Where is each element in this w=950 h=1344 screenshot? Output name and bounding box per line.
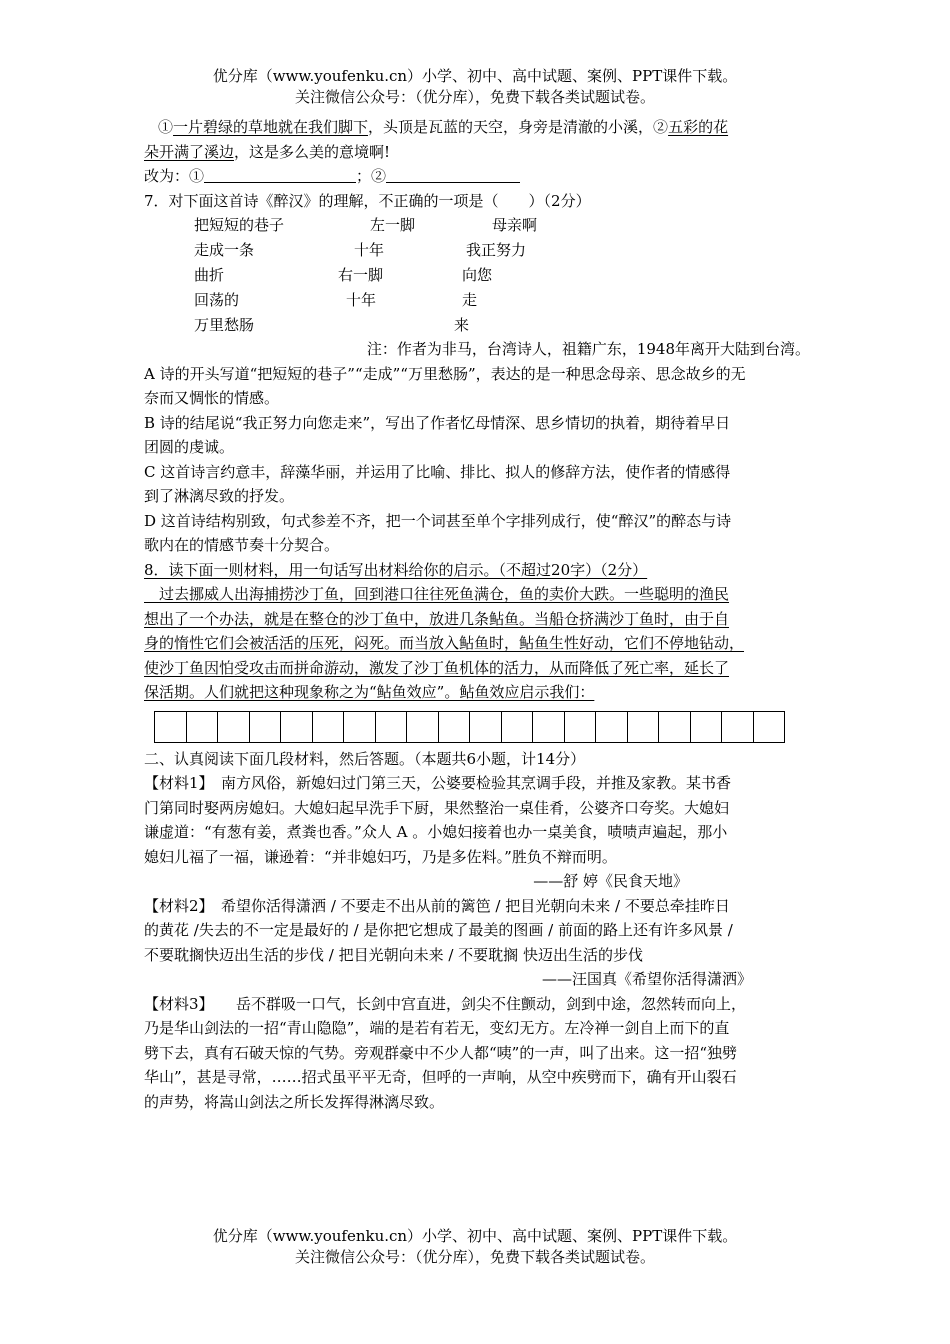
material-1-line: 媳妇儿福了一福，谦逊着：“并非媳妇巧，乃是多佐料。”胜负不辩而明。 [144,847,617,866]
poem-line: 回荡的 [194,291,240,309]
q6-answer-blank-2[interactable] [386,164,520,183]
poem-line: 走 [462,291,478,309]
q7-stem: 7．对下面这首诗《醉汉》的理解，不正确的一项是（ ）（2分） [144,191,591,210]
answer-grid-cell[interactable] [502,711,534,743]
answer-grid-cell[interactable] [250,711,282,743]
q8-material-line: 使沙丁鱼因怕受攻击而拼命游动，激发了沙丁鱼机体的活力，从而降低了死亡率，延长了 [144,658,730,677]
material-2-line: 【材料2】 希望你活得潇洒 / 不要走不出从前的篱笆 / 把目光朝向未来 / 不要总牵挂昨日 [144,896,730,915]
poem-line: 十年 [346,291,377,309]
poem-line: 向您 [462,266,493,284]
q6-underline-2a: 五彩的花 [668,118,729,136]
q7-poem [144,213,810,337]
poem-line: 我正努力 [466,241,527,259]
q8-answer-grid[interactable] [154,711,785,743]
exam-content: ①一片碧绿的草地就在我们脚下，头顶是瓦蓝的天空，身旁是清澈的小溪，②五彩的花 朵开满了溪边，这是多么美的意境啊! 改为：① ；② 7．对下面这首诗《醉汉》的理解，不正确的一项是（ ）（2分） 把短短的巷子 走成一条 曲折 回荡的 万里愁肠 左一脚 十年 右一脚 十年 母亲啊 我正努力 向您 走 来 注：作者为非马，台湾诗人，祖籍广东，1948年离开大陆到台湾。 A 诗的开头写道“把短短的巷子”“走成”“万里愁肠”，表达的是一种思念母亲、思念故乡的无 奈而又惆怅的情感。 B 诗的结尾说“我正努力向您走来”，写出了作者忆母情深、思乡情切的执着，期待着早日 团圆的虔诚。 C 这首诗言约意丰，辞藻华丽，并运用了比喻、排比、拟人的修辞方法，使作者的情感得 到了淋漓尽致的抒发。 D 这首诗结构别致，句式参差不齐，把一个词甚至单个字排列成行，使“醉汉”的醉态与诗 歌内在的情感节奏十分契合。 8．读下面一则材料，用一句话写出材料给你的启示。（不超过20字）（2分） 过去挪威人出海捕捞沙丁鱼，回到港口往往死鱼满仓，鱼的卖价大跌。一些聪明的渔民 想出了一个办法，就是在整仓的沙丁鱼中，放进几条鲇鱼。当船仓挤满沙丁鱼时，由于自 身的惰性它们会被活活的压死，闷死。而当放入鲇鱼时，鲇鱼生性好动，它们不停地钻动， 使沙丁鱼因怕受攻击而拼命游动，激发了沙丁鱼机体的活力，从而降低了死亡率，延长了 保活期。人们就把这种现象称之为“鲇鱼效应”。鲇鱼效应启示我们： 二、认真阅读下面几段材料，然后答题。（本题共6小题，计14分） 【材料1】 南方风俗，新媳妇过门第三天，公婆要检验其烹调手段，并推及家教。某书香 门第同时娶两房媳妇。大媳妇起早洗手下厨，果然整治一桌佳肴，公婆齐口夸奖。大媳妇 谦虚道：“有葱有姜，煮粪也香。”众人 A 。小媳妇接着也办一桌美食，啧啧声遍起，那小 媳妇儿福了一福，谦逊着：“并非媳妇巧，乃是多佐料。”胜负不辩而明。 ——舒 婷《民食天地》 【材料2】 希望你活得潇洒 / 不要走不出从前的篱笆 / 把目光朝向未来 / 不要总牵挂昨日 的黄花 /失去的不一定是最好的 / 是你把它想成了最美的图画 / 前面的路上还有许多风景 / 不要耽搁快迈出生活的步伐 / 把目光朝向未来 / 不要耽搁 快迈出生活的步伐 ——汪国真《希望你活得潇洒》 【材料3】 岳不群吸一口气，长剑中宫直进，剑尖不住颤动，剑到中途，忽然转而向上， 乃是华山剑法的一招“青山隐隐”，端的是若有若无，变幻无方。左冷禅一剑自上而下的直 劈下去，真有石破天惊的气势。旁观群豪中不少人都“咦”的一声，叫了出来。这一招“独劈 华山”，甚是寻常，……招式虽平平无奇，但呼的一声响，从空中疾劈而下，确有开山裂石 的声势，将嵩山剑法之所长发挥得淋漓尽致。 [144,115,810,1114]
answer-grid-cell[interactable] [754,711,786,743]
material-2-source: ——汪国真《希望你活得潇洒》 [541,970,752,988]
q6-sentence: ①一片碧绿的草地就在我们脚下，头顶是瓦蓝的天空，身旁是清澈的小溪，②五彩的花 [158,118,729,136]
answer-grid-cell[interactable] [155,711,187,743]
page-footer [0,1226,950,1268]
material-1-line: 【材料1】 南方风俗，新媳妇过门第三天，公婆要检验其烹调手段，并推及家教。某书香 [144,774,732,792]
q8-material-line: 想出了一个办法，就是在整仓的沙丁鱼中，放进几条鲇鱼。当船仓挤满沙丁鱼时，由于自 [144,609,730,628]
poem-line: 把短短的巷子 [194,216,285,234]
material-3-tag: 【材料3】 [144,994,207,1013]
answer-grid-cell[interactable] [565,711,597,743]
q8-material-line: 保活期。人们就把这种现象称之为“鲇鱼效应”。鲇鱼效应启示我们： [144,683,595,701]
answer-grid-cell[interactable] [281,711,313,743]
answer-grid-cell[interactable] [628,711,660,743]
q7-option-d: D 这首诗结构别致，句式参差不齐，把一个词甚至单个字排列成行，使“醉汉”的醉态与诗 [144,511,732,530]
material-1-source: ——舒 婷《民食天地》 [533,872,688,890]
poem-line: 万里愁肠 [194,316,255,334]
poem-line: 左一脚 [370,216,416,234]
material-3-line: 乃是华山剑法的一招“青山隐隐”，端的是若有若无，变幻无方。左冷禅一剑自上而下的直 [144,1019,730,1037]
material-3-line: 劈下去，真有石破天惊的气势。旁观群豪中不少人都“咦”的一声，叫了出来。这一招“独劈 [144,1043,738,1062]
material-3-line: 的声势，将嵩山剑法之所长发挥得淋漓尽致。 [144,1092,445,1111]
header-line-1: 优分库（www.youfenku.cn）小学、初中、高中试题、案例、PPT课件下载。 [212,67,738,85]
q6-answer-line: 改为：① ；② [144,164,810,189]
footer-line-2: 关注微信公众号：（优分库），免费下载各类试题试卷。 [294,1248,655,1266]
answer-grid-cell[interactable] [407,711,439,743]
footer-line-1: 优分库（www.youfenku.cn）小学、初中、高中试题、案例、PPT课件下载。 [212,1227,738,1245]
part2-title: 二、认真阅读下面几段材料，然后答题。（本题共6小题，计14分） [144,749,586,768]
answer-grid-cell[interactable] [596,711,628,743]
header-line-2: 关注微信公众号：（优分库），免费下载各类试题试卷。 [294,88,655,106]
q6-answer-blank-1[interactable] [204,164,356,183]
answer-grid-cell[interactable] [533,711,565,743]
page-header [0,66,950,108]
q7-option-c: C 这首诗言约意丰，辞藻华丽，并运用了比喻、排比、拟人的修辞方法，使作者的情感得 [144,462,731,481]
poem-line: 曲折 [194,266,225,284]
material-1-tag: 【材料1】 [144,774,207,792]
poem-line: 右一脚 [338,266,384,284]
answer-grid-cell[interactable] [187,711,219,743]
poem-line: 走成一条 [194,241,255,259]
answer-grid-cell[interactable] [439,711,471,743]
material-2-tag: 【材料2】 [144,896,207,915]
q7-note: 注：作者为非马，台湾诗人，祖籍广东，1948年离开大陆到台湾。 [366,340,810,358]
material-3-line: 【材料3】 岳不群吸一口气，长剑中宫直进，剑尖不住颤动，剑到中途，忽然转而向上， [144,994,747,1013]
answer-grid-cell[interactable] [659,711,691,743]
q8-material-line: 过去挪威人出海捕捞沙丁鱼，回到港口往往死鱼满仓，鱼的卖价大跌。一些聪明的渔民 [144,585,730,603]
answer-grid-cell[interactable] [218,711,250,743]
q6-underline-2b: 朵开满了溪边 [144,142,235,161]
answer-grid-cell[interactable] [691,711,723,743]
q7-option-b: B 诗的结尾说“我正努力向您走来”，写出了作者忆母情深、思乡情切的执着，期待着早日 [144,413,731,432]
poem-line: 来 [454,316,470,334]
material-1-line: 谦虚道：“有葱有姜，煮粪也香。”众人 A 。小媳妇接着也办一桌美食，啧啧声遍起，那小 [144,823,728,841]
q7-option-a: A 诗的开头写道“把短短的巷子”“走成”“万里愁肠”，表达的是一种思念母亲、思念故乡的无 [144,364,746,383]
answer-grid-cell[interactable] [313,711,345,743]
material-3-line: 华山”，甚是寻常，……招式虽平平无奇，但呼的一声响，从空中疾劈而下，确有开山裂石 [144,1068,737,1086]
q8-stem: 8．读下面一则材料，用一句话写出材料给你的启示。（不超过20字）（2分） [144,560,648,579]
answer-grid-cell[interactable] [376,711,408,743]
answer-grid-cell[interactable] [470,711,502,743]
answer-grid-cell[interactable] [344,711,376,743]
poem-line: 母亲啊 [492,216,538,234]
poem-line: 十年 [354,241,385,259]
material-2-line: 不要耽搁快迈出生活的步伐 / 把目光朝向未来 / 不要耽搁 快迈出生活的步伐 [144,945,643,964]
material-1-line: 门第同时娶两房媳妇。大媳妇起早洗手下厨，果然整治一桌佳肴，公婆齐口夸奖。大媳妇 [144,798,730,817]
q8-material-line: 身的惰性它们会被活活的压死，闷死。而当放入鲇鱼时，鲇鱼生性好动，它们不停地钻动， [144,634,745,652]
answer-grid-cell[interactable] [722,711,754,743]
q6-underline-1: 一片碧绿的草地就在我们脚下 [173,118,369,136]
material-2-line: 的黄花 /失去的不一定是最好的 / 是你把它想成了最美的图画 / 前面的路上还有许多风景 / [144,921,733,939]
